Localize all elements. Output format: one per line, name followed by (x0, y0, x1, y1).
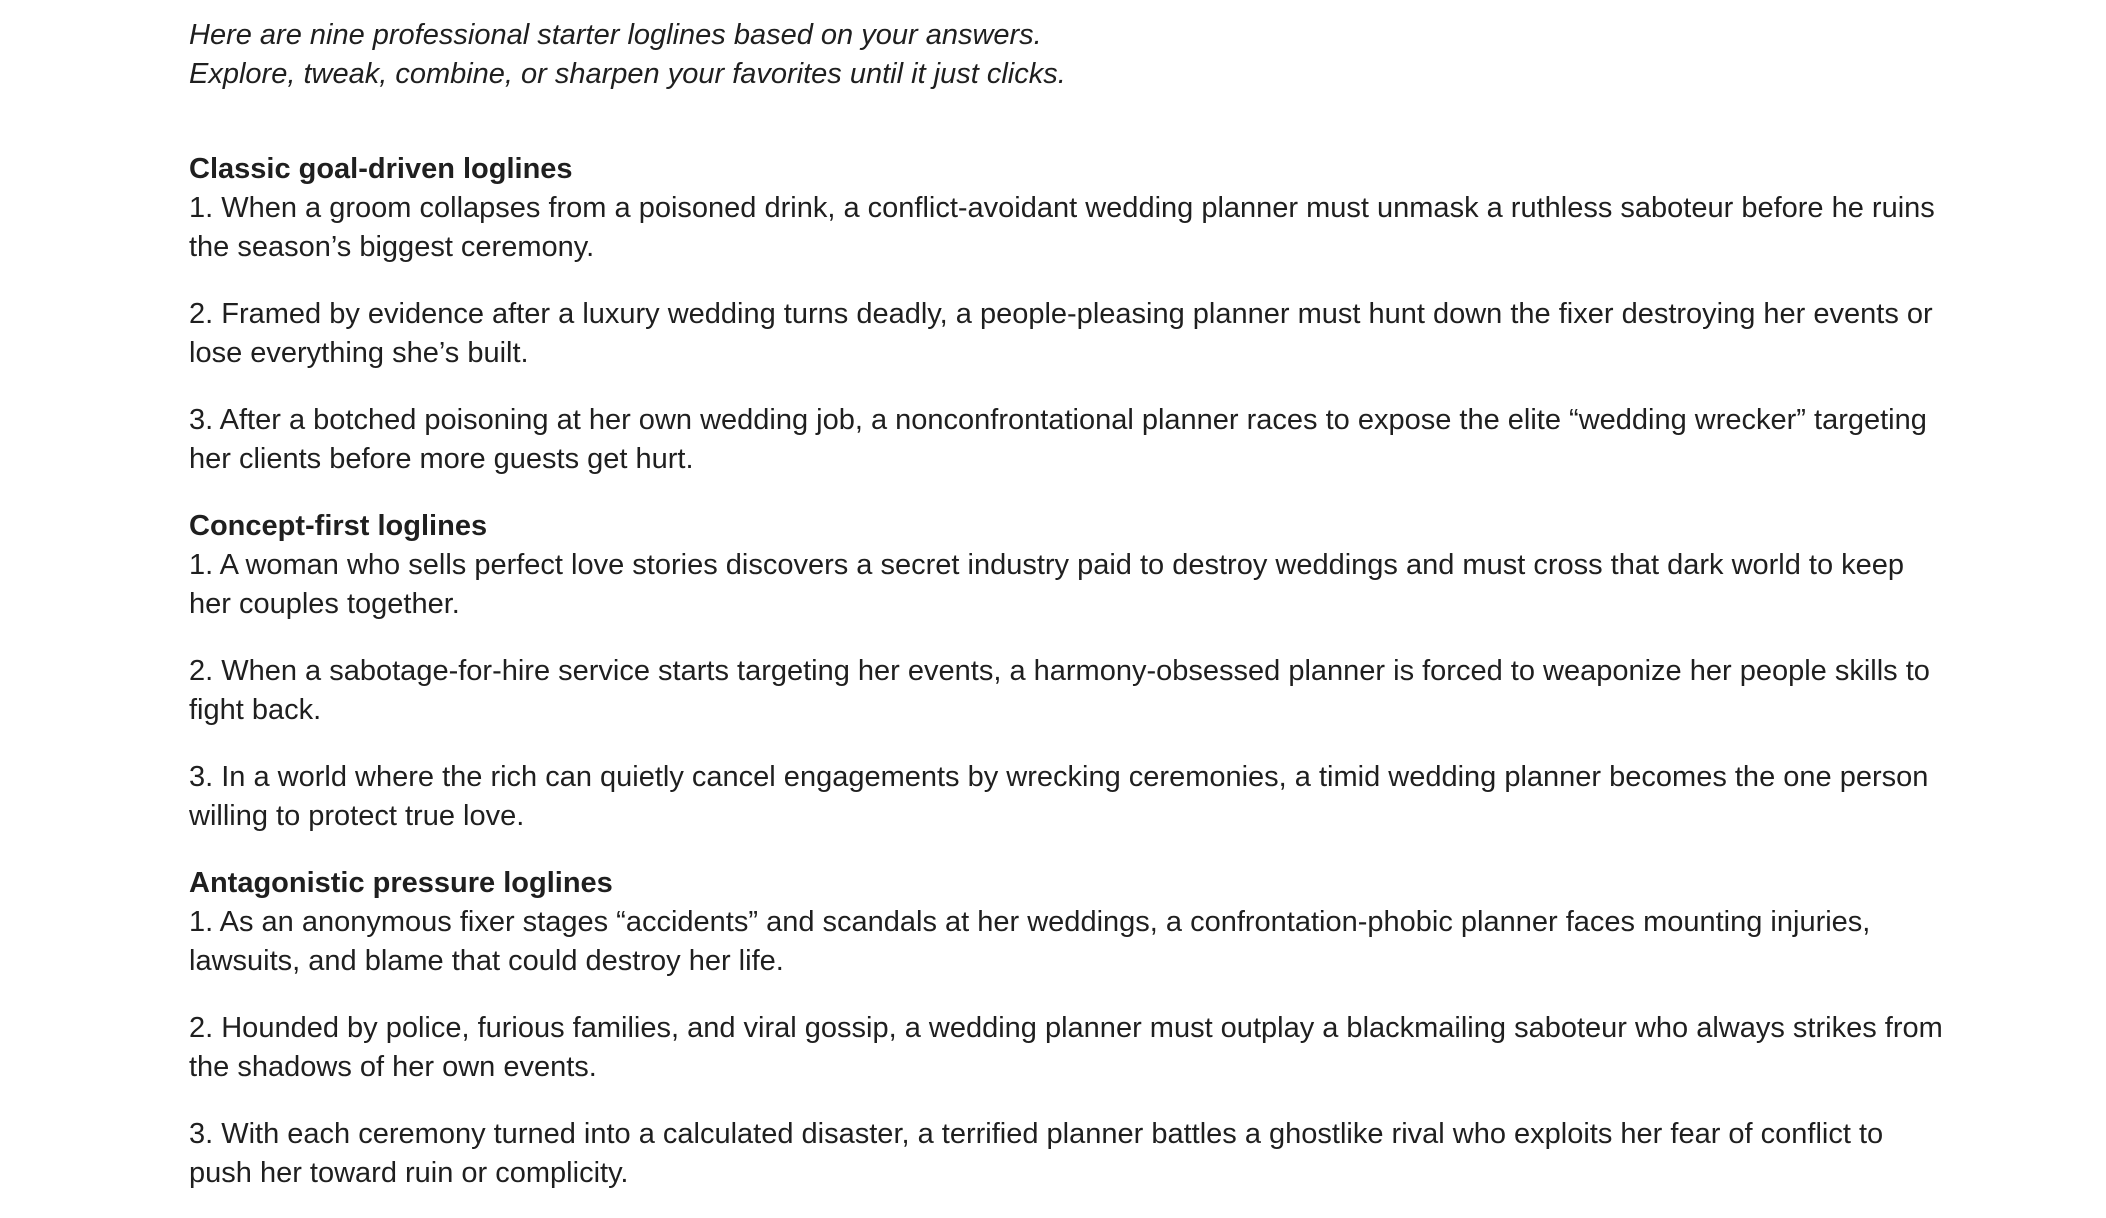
response-content (189, 16, 1949, 1193)
logline-item: 3. In a world where the rich can quietly cancel engagements by wrecking ceremonies, a timid wedding planner becomes the one person willing to protect true love. (189, 761, 1929, 832)
logline-item: 1. As an anonymous fixer stages “accidents” and scandals at her weddings, a confrontation-phobic planner faces mounting injuries, lawsuits, and blame that could destroy her life. (189, 906, 1871, 977)
section-concept-first (189, 507, 1949, 836)
logline-item: 2. Framed by evidence after a luxury wedding turns deadly, a people-pleasing planner must hunt down the fixer destroying her events or lose everything she’s built. (189, 298, 1933, 369)
intro-line-1: Here are nine professional starter loglines based on your answers. (189, 19, 1042, 51)
logline-item: 1. When a groom collapses from a poisoned drink, a conflict-avoidant wedding planner must unmask a ruthless saboteur before he ruins the season’s biggest ceremony. (189, 192, 1935, 263)
intro-text (189, 16, 1949, 94)
logline-item: 1. A woman who sells perfect love stories discovers a secret industry paid to destroy weddings and must cross that dark world to keep her couples together. (189, 549, 1905, 620)
logline-item: 2. When a sabotage-for-hire service starts targeting her events, a harmony-obsessed planner is forced to weaponize her people skills to fight back. (189, 655, 1930, 726)
section-antagonistic-pressure (189, 864, 1949, 1193)
logline-item: 3. After a botched poisoning at her own wedding job, a nonconfrontational planner races to expose the elite “wedding wrecker” targeting her clients before more guests get hurt. (189, 404, 1927, 475)
logline-item: 2. Hounded by police, furious families, and viral gossip, a wedding planner must outplay a blackmailing saboteur who always strikes from the shadows of her own events. (189, 1012, 1943, 1083)
logline-item: 3. With each ceremony turned into a calculated disaster, a terrified planner battles a ghostlike rival who exploits her fear of conflict to push her toward ruin or complicity. (189, 1118, 1884, 1189)
section-heading: Classic goal-driven loglines (189, 153, 573, 185)
intro-line-2: Explore, tweak, combine, or sharpen your favorites until it just clicks. (189, 58, 1066, 90)
section-heading: Concept-first loglines (189, 510, 488, 542)
section-heading: Antagonistic pressure loglines (189, 867, 613, 899)
section-classic-goal-driven (189, 150, 1949, 479)
